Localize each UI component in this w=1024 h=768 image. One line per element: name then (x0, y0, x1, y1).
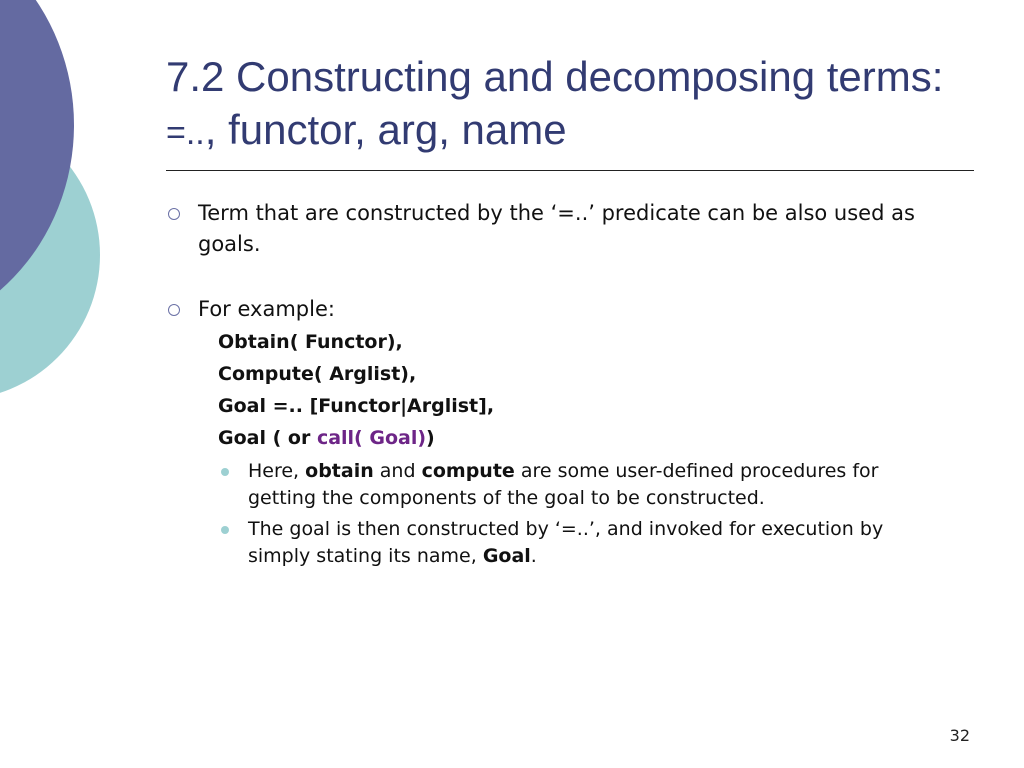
code-text: Goal ( or (218, 427, 317, 449)
slide-body (168, 198, 948, 570)
bullet-text: Term that are constructed by the ‘=..’ predicate can be also used as goals. (198, 201, 915, 256)
slide-title (166, 50, 986, 160)
sub-bullet-bold: obtain (305, 460, 374, 482)
code-highlight: call( Goal) (316, 427, 427, 449)
sub-bullet-text: Here, (248, 460, 306, 482)
code-text: ) (426, 427, 435, 449)
code-line (218, 422, 948, 454)
sub-bullet-text: and (373, 460, 422, 482)
title-operator: =.. (166, 114, 205, 152)
hollow-circle-bullet-icon (168, 304, 180, 316)
code-line: Compute( Arglist), (218, 363, 417, 385)
filled-dot-bullet-icon (221, 468, 229, 476)
code-line: Goal =.. [Functor|Arglist], (218, 395, 495, 417)
sub-bullet-bold: Goal (482, 545, 531, 567)
hollow-circle-bullet-icon (168, 208, 180, 220)
title-divider (166, 170, 974, 171)
sub-bullet-text: . (530, 545, 537, 567)
sub-bullet-item (168, 458, 898, 512)
title-rest: , functor, arg, name (204, 106, 567, 153)
filled-dot-bullet-icon (221, 526, 229, 534)
sub-bullet-text: are some user-defined procedures for getting the components of the goal to be constructed. (248, 460, 879, 509)
page-number: 32 (949, 726, 970, 745)
code-example (168, 326, 948, 454)
title-main: 7.2 Constructing and decomposing terms: (166, 53, 944, 100)
bullet-item (168, 294, 948, 325)
sub-bullet-item (168, 516, 898, 570)
bullet-text: For example: (198, 297, 335, 321)
bullet-item (168, 198, 948, 260)
sub-bullet-text: The goal is then constructed by ‘=..’, and invoked for execution by simply stating its name, (248, 518, 884, 567)
sub-bullet-bold: compute (421, 460, 515, 482)
code-line: Obtain( Functor), (218, 331, 403, 353)
